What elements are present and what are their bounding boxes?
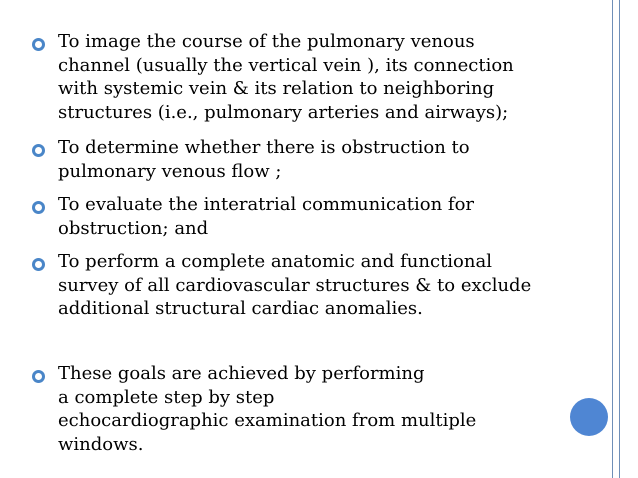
bullet-text: To determine whether there is obstruction to pulmonary venous flow ; — [58, 137, 470, 182]
bullet-text: These goals are achieved by performing a complete step by step echocardiographic examination from multiple windows. — [58, 363, 477, 455]
bullet-ring-icon — [32, 38, 45, 51]
bullet-text: To evaluate the interatrial communication for obstruction; and — [58, 194, 475, 239]
bullet-text: To perform a complete anatomic and functional survey of all cardiovascular structures & to exclude additional structural cardiac anomalies. — [58, 251, 532, 319]
bullet-text: To image the course of the pulmonary venous channel (usually the vertical vein ), its connection with systemic vein & its relation to neighboring structures (i.e., pulmonary arteries and airways); — [58, 31, 514, 123]
slide-border-line-right — [619, 0, 620, 478]
bullet-ring-icon — [32, 370, 45, 383]
bullet-ring-icon — [32, 144, 45, 157]
bullet-ring-icon — [32, 258, 45, 271]
slide-border-line-left — [612, 0, 613, 478]
accent-circle — [570, 398, 608, 436]
bullet-ring-icon — [32, 201, 45, 214]
